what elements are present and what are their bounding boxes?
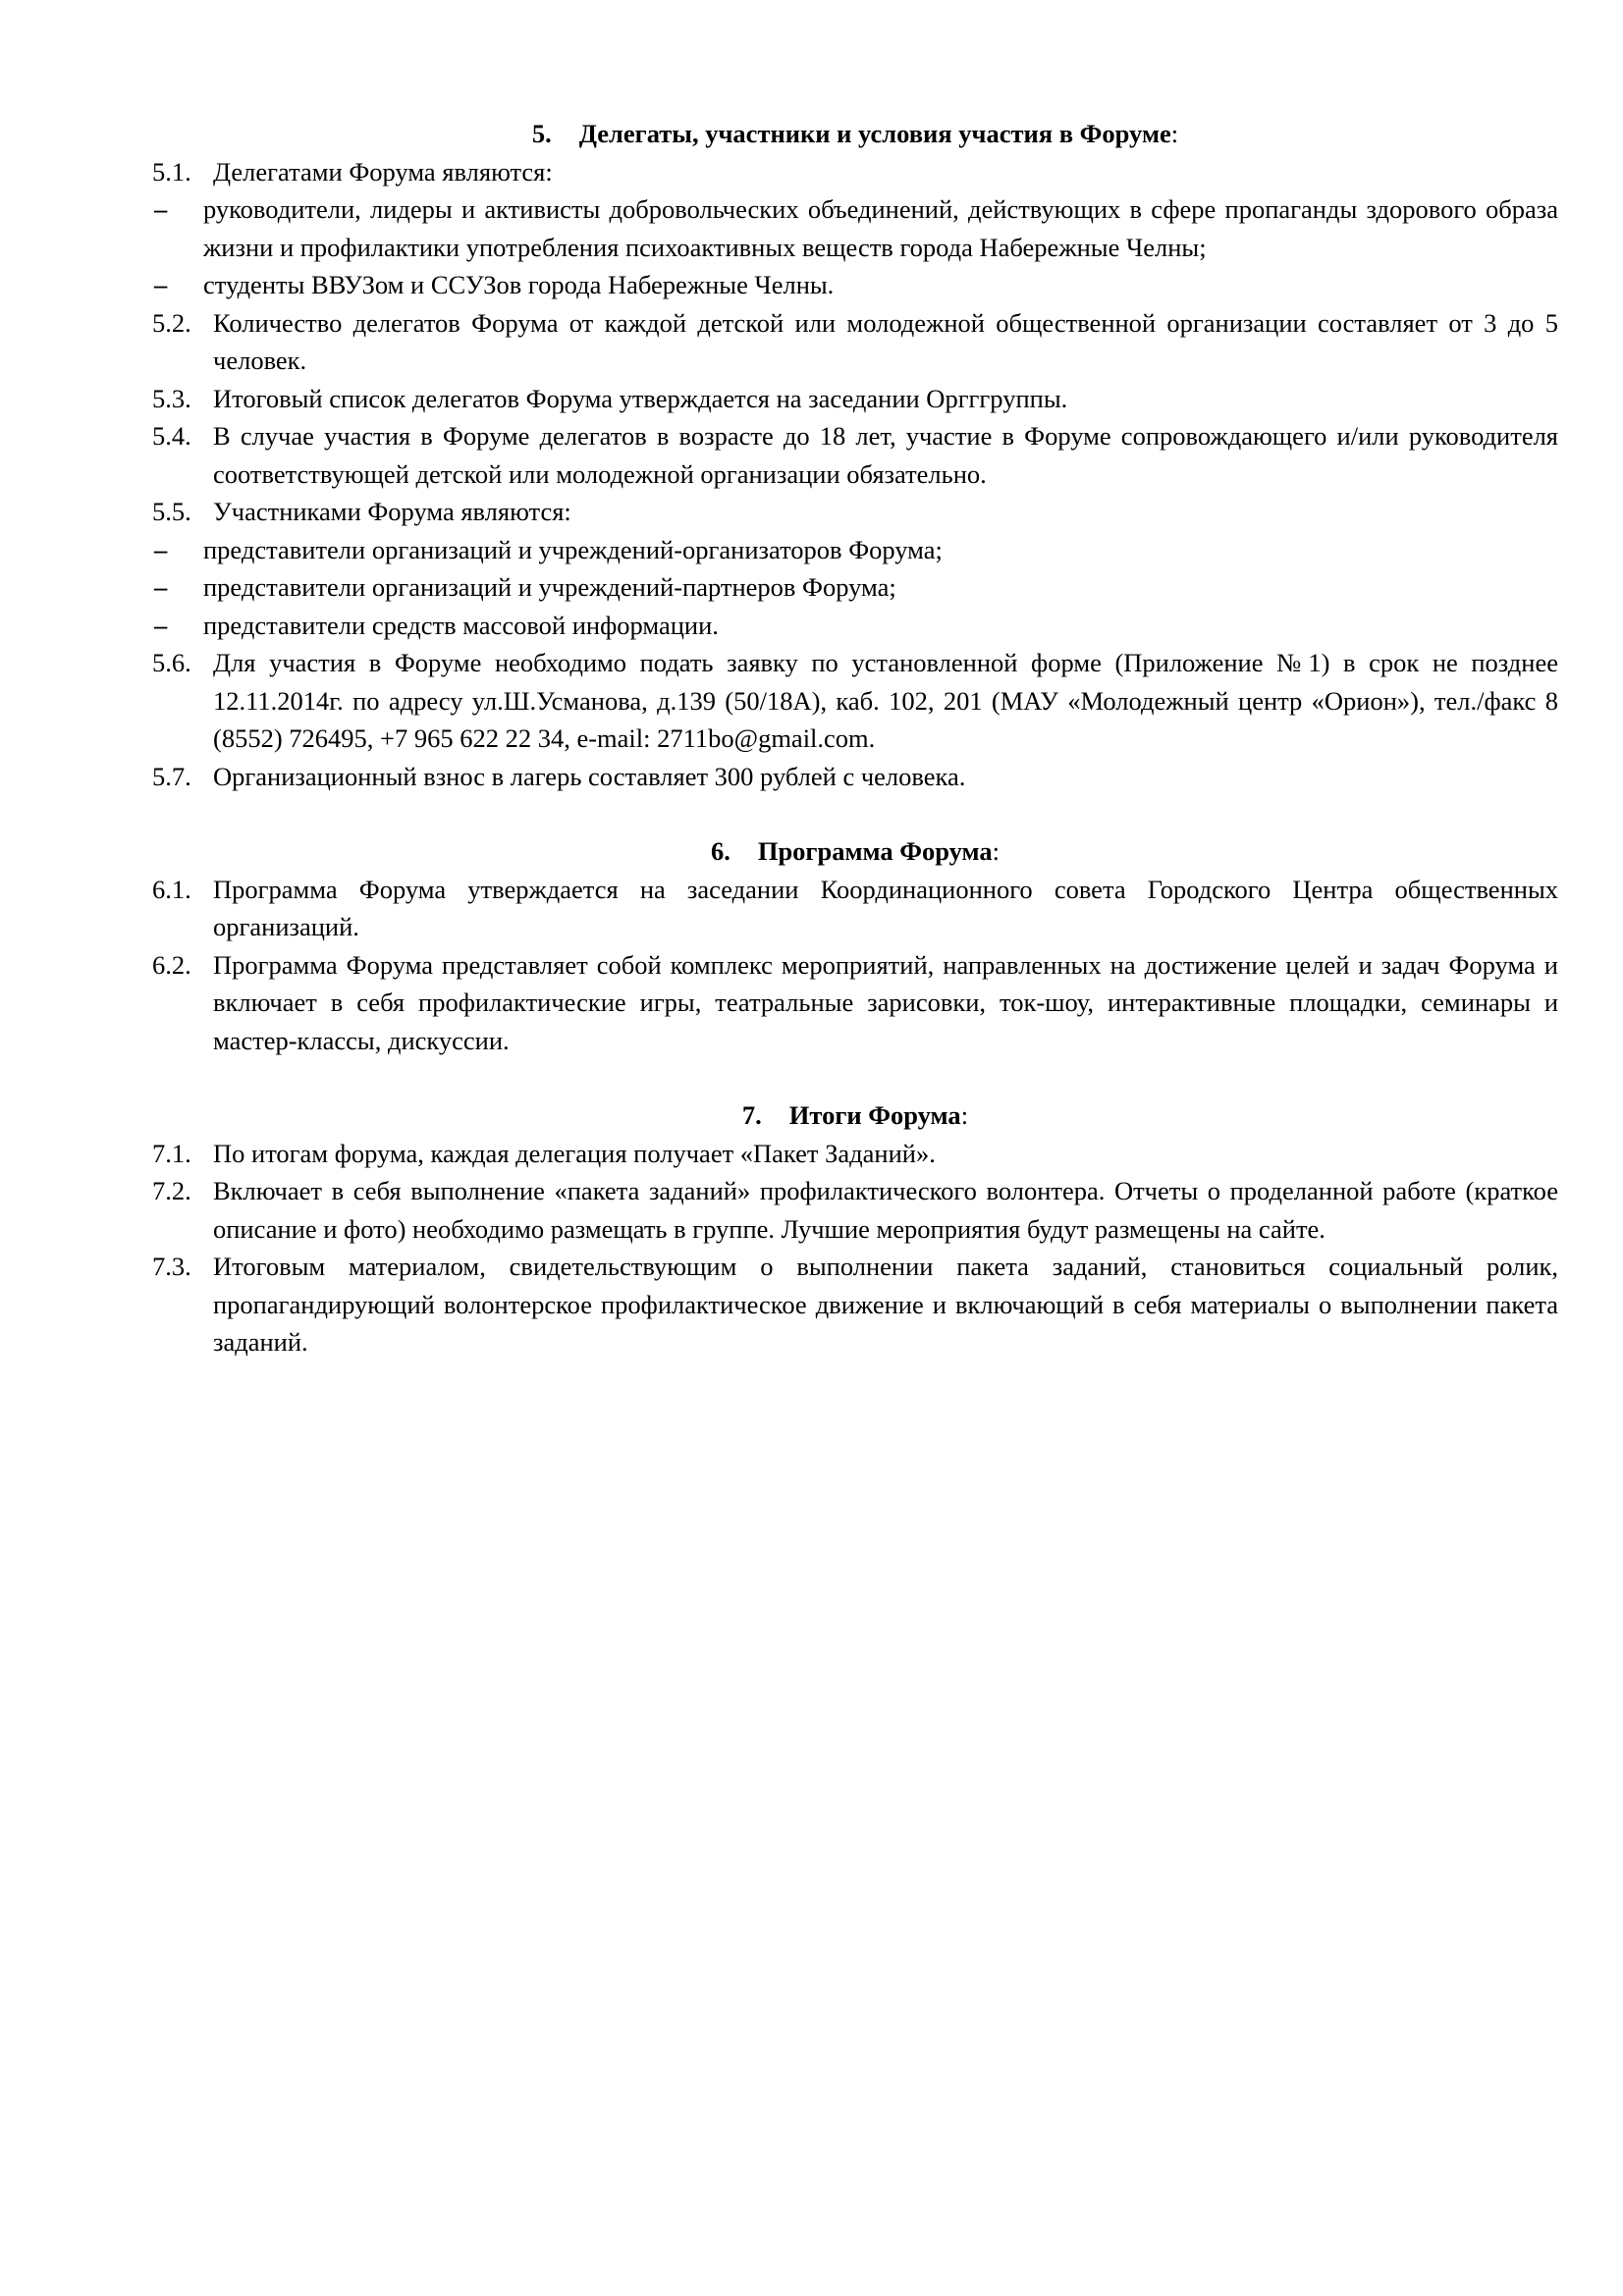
clause-number: 5.2. (152, 307, 191, 338)
clause-text: Организационный взнос в лагерь составляет 300 рублей с человека. (213, 761, 966, 791)
document-page (152, 115, 1558, 1362)
clause-5-4 (152, 417, 1558, 493)
clause-text: Включает в себя выполнение «пакета заданий» профилактического волонтера. Отчеты о проделанной работе (краткое описание и фото) необходимо размещать в группе. Лучшие мероприятия будут размещены на сайте. (213, 1176, 1558, 1244)
clause-text: Делегатами Форума являются: (213, 156, 553, 187)
clause-5-3 (152, 380, 1558, 418)
section-title: Программа Форума (757, 836, 993, 866)
clause-text: Итоговым материалом, свидетельствующим о выполнении пакета заданий, становиться социальный ролик, пропагандирующий волонтерское профилактическое движение и включающий в себя материалы о выполнении пакета заданий. (213, 1252, 1558, 1357)
clause-number: 5.7. (152, 761, 191, 791)
section-number: 6. (710, 836, 730, 866)
clause-5-6 (152, 644, 1558, 758)
section-gap (152, 795, 1558, 832)
dash-bullet-icon: – (154, 534, 168, 564)
clause-7-1 (152, 1135, 1558, 1173)
clause-number: 7.3. (152, 1252, 191, 1281)
clause-text: Для участия в Форуме необходимо подать заявку по установленной форме (Приложение №1) в срок не позднее 12.11.2014г. по адресу ул.Ш.Усманова, д.139 (50/18А), каб. 102, 201 (МАУ «Молодежный центр «Орион»), тел./факс 8 (8552) 726495, +7 965 622 22 34, e-mail: 2711bo@gmail.com. (213, 648, 1558, 753)
clause-5-1 (152, 153, 1558, 191)
clause-text: По итогам форума, каждая делегация получает «Пакет Заданий». (213, 1138, 936, 1168)
clause-7-2 (152, 1172, 1558, 1248)
list-item: – студенты ВВУЗом и ССУЗов города Набережные Челны. (152, 266, 1558, 304)
clause-number: 6.1. (152, 874, 191, 904)
dash-bullet-icon: – (154, 270, 168, 299)
clause-7-3 (152, 1248, 1558, 1362)
list-item: – представители организаций и учреждений-партнеров Форума; (152, 568, 1558, 607)
clause-number: 7.1. (152, 1138, 191, 1168)
section-heading: 7. Итоги Форума: (152, 1096, 1558, 1135)
section-gap (152, 1059, 1558, 1096)
clause-text: Программа Форума представляет собой комплекс мероприятий, направленных на достижение целей и задач Форума и включает в себя профилактические игры, театральные зарисовки, ток-шоу, интерактивные площадки, семинары и мастер-классы, дискуссии. (213, 949, 1558, 1055)
section-number: 7. (741, 1100, 762, 1130)
clause-5-2 (152, 304, 1558, 380)
section-title: Итоги Форума (788, 1100, 961, 1130)
clause-number: 5.3. (152, 383, 191, 413)
clause-number: 6.2. (152, 949, 191, 980)
section-heading: 6. Программа Форума: (152, 832, 1558, 871)
clause-number: 7.2. (152, 1176, 191, 1205)
clause-number: 5.4. (152, 421, 191, 451)
clause-text: Участниками Форума являются: (213, 497, 571, 526)
clause-number: 5.1. (152, 156, 191, 187)
dash-bullet-icon: – (154, 610, 168, 640)
clause-text: Программа Форума утверждается на заседании Координационного совета Городского Центра общественных организаций. (213, 874, 1558, 941)
section-6 (152, 832, 1558, 1059)
dash-bullet-icon: – (154, 572, 168, 602)
section-5 (152, 115, 1558, 795)
clause-6-1 (152, 871, 1558, 946)
clause-number: 5.5. (152, 497, 191, 526)
clause-6-2 (152, 946, 1558, 1060)
clause-5-5 (152, 493, 1558, 531)
section-heading: 5. Делегаты, участники и условия участия в Форуме: (152, 115, 1558, 153)
clause-5-7 (152, 758, 1558, 796)
clause-number: 5.6. (152, 648, 191, 677)
section-title: Делегаты, участники и условия участия в Форуме (578, 119, 1171, 148)
dash-bullet-icon: – (154, 194, 168, 224)
section-7 (152, 1096, 1558, 1362)
clause-text: В случае участия в Форуме делегатов в возрасте до 18 лет, участие в Форуме сопровождающего и/или руководителя соответствующей детской или молодежной организации обязательно. (213, 421, 1558, 489)
clause-text: Итоговый список делегатов Форума утверждается на заседании Оргггруппы. (213, 383, 1068, 413)
list-item: – представители организаций и учреждений-организаторов Форума; (152, 531, 1558, 569)
list-item: – представители средств массовой информации. (152, 607, 1558, 645)
clause-text: Количество делегатов Форума от каждой детской или молодежной общественной организации составляет от 3 до 5 человек. (213, 307, 1558, 375)
section-number: 5. (531, 119, 552, 148)
list-item: – руководители, лидеры и активисты добровольческих объединений, действующих в сфере пропаганды здорового образа жизни и профилактики употребления психоактивных веществ города Набережные Челны; (152, 190, 1558, 266)
